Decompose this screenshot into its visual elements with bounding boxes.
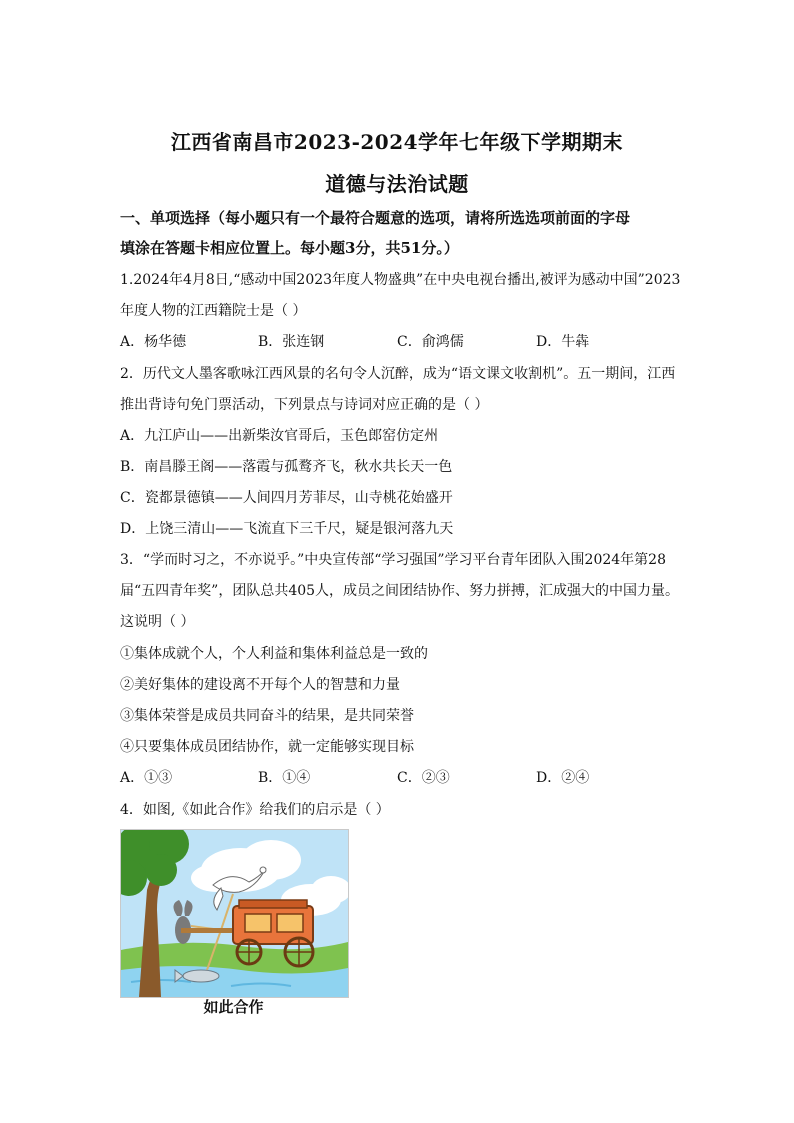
page-title: 江西省南昌市2023-2024学年七年级下学期期末 (170, 130, 624, 154)
cartoon-illustration (120, 829, 349, 998)
question-3-statement-1: ①集体成就个人，个人利益和集体利益总是一致的 (120, 646, 428, 662)
question-2-option-c[interactable]: C．瓷都景德镇——人间四月芳菲尽，山寺桃花始盛开 (120, 490, 453, 506)
question-3-stem-end: 这说明（ ） (120, 614, 195, 630)
page-subtitle: 道德与法治试题 (325, 172, 469, 196)
question-1-option-b[interactable]: B．张连钢 (258, 334, 325, 350)
figure-caption: 如此合作 (203, 998, 264, 1016)
question-2-stem-cont: 推出背诗句免门票活动，下列景点与诗词对应正确的是（ ） (120, 397, 489, 413)
question-3-option-b[interactable]: B．①④ (258, 770, 311, 786)
question-3-stem-cont: 届“五四青年奖”，团队总共405人，成员之间团结协作、努力拼搏，汇成强大的中国力量。 (120, 583, 680, 599)
question-3-option-d[interactable]: D．②④ (536, 770, 590, 786)
question-3-option-c[interactable]: C．②③ (397, 770, 450, 786)
question-3-statement-4: ④只要集体成员团结协作，就一定能够实现目标 (120, 739, 414, 755)
question-3-option-a[interactable]: A．①③ (120, 770, 173, 786)
question-1-stem-cont: 年度人物的江西籍院士是（ ） (120, 303, 307, 319)
cartoon-svg (121, 830, 348, 997)
question-2-option-d[interactable]: D．上饶三清山——飞流直下三千尺，疑是银河落九天 (120, 521, 454, 537)
section-heading-cont: 填涂在答题卡相应位置上。每小题3分，共51分。） (120, 239, 459, 257)
question-1-option-d[interactable]: D．牛犇 (536, 334, 590, 350)
question-3-statement-3: ③集体荣誉是成员共同奋斗的结果，是共同荣誉 (120, 708, 414, 724)
question-3-stem: 3．“学而时习之，不亦说乎。”中央宣传部“学习强国”学习平台青年团队入围2024年第28 (120, 552, 666, 568)
question-1-option-a[interactable]: A．杨华德 (120, 334, 187, 350)
question-1-stem: 1.2024年4月8日,“感动中国2023年度人物盛典”在中央电视台播出,被评为感动中国”2023 (120, 272, 681, 288)
question-2-option-a[interactable]: A．九江庐山——出新柴汝官哥后，玉色郎窑仿定州 (120, 428, 439, 444)
question-4-stem: 4．如图,《如此合作》给我们的启示是（ ） (120, 802, 390, 818)
question-2-stem: 2．历代文人墨客歌咏江西风景的名句令人沉醉，成为“语文课文收割机”。五一期间，江西 (120, 366, 676, 382)
question-1-option-c[interactable]: C．俞鸿儒 (397, 334, 464, 350)
section-heading: 一、单项选择（每小题只有一个最符合题意的选项，请将所选选项前面的字母 (120, 209, 631, 227)
question-2-option-b[interactable]: B．南昌滕王阁——落霞与孤鹜齐飞，秋水共长天一色 (120, 459, 453, 475)
question-3-statement-2: ②美好集体的建设离不开每个人的智慧和力量 (120, 677, 400, 693)
